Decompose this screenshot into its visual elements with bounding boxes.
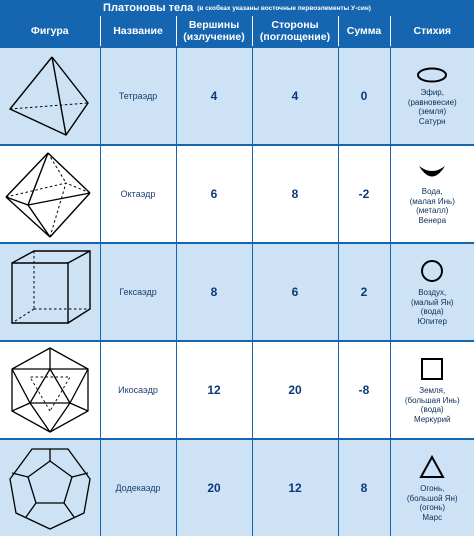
title-subtitle: (в скобках указаны восточные первоэлементы У-син) <box>197 5 371 12</box>
element-line: Воздух, <box>391 288 474 298</box>
name-cell: Тетраэдр <box>100 47 176 145</box>
element-cell <box>390 47 474 145</box>
col-header-name: Название <box>100 16 176 47</box>
element-line: Юпитер <box>391 317 474 327</box>
sum-cell: 0 <box>338 47 390 145</box>
table-row <box>0 341 474 439</box>
faces-cell: 6 <box>252 243 338 341</box>
faces-cell: 4 <box>252 47 338 145</box>
dodecahedron-icon <box>2 443 98 533</box>
ellipse-icon <box>415 66 449 84</box>
vertices-cell: 12 <box>176 341 252 439</box>
name-cell: Додекаэдр <box>100 439 176 536</box>
sum-cell: 8 <box>338 439 390 536</box>
figure-cell <box>0 47 100 145</box>
table-row <box>0 439 474 536</box>
sum-cell: -2 <box>338 145 390 243</box>
circle-icon <box>419 258 445 284</box>
table-row <box>0 47 474 145</box>
element-line: Огонь, <box>391 484 474 494</box>
element-line: Эфир, <box>391 88 474 98</box>
element-cell <box>390 439 474 536</box>
table-title <box>0 0 474 16</box>
name-cell: Гексаэдр <box>100 243 176 341</box>
crescent-icon <box>415 163 449 183</box>
element-line: Меркурий <box>391 415 474 425</box>
faces-cell: 12 <box>252 439 338 536</box>
element-line: (вода) <box>391 405 474 415</box>
table-row <box>0 145 474 243</box>
col-header-sum: Сумма <box>338 16 390 47</box>
element-line: Вода, <box>391 187 474 197</box>
col-header-figure: Фигура <box>0 16 100 47</box>
element-line: (огонь) <box>391 503 474 513</box>
table-row <box>0 243 474 341</box>
element-line: (равновесие) <box>391 98 474 108</box>
hexahedron-icon <box>2 247 98 337</box>
icosahedron-icon <box>2 345 98 435</box>
vertices-cell: 8 <box>176 243 252 341</box>
element-line: Сатурн <box>391 117 474 127</box>
figure-cell <box>0 145 100 243</box>
element-line: Венера <box>391 216 474 226</box>
element-line: (большая Инь) <box>391 396 474 406</box>
figure-cell <box>0 439 100 536</box>
header-row <box>0 16 474 47</box>
name-cell: Октаэдр <box>100 145 176 243</box>
figure-cell <box>0 341 100 439</box>
name-cell: Икосаэдр <box>100 341 176 439</box>
faces-cell: 20 <box>252 341 338 439</box>
element-cell <box>390 341 474 439</box>
faces-cell: 8 <box>252 145 338 243</box>
tetrahedron-icon <box>2 51 98 141</box>
element-line: (земля) <box>391 107 474 117</box>
col-header-element: Стихия <box>390 16 474 47</box>
element-line: (малая Инь) <box>391 197 474 207</box>
vertices-cell: 6 <box>176 145 252 243</box>
col-header-faces: Стороны (поглощение) <box>252 16 338 47</box>
vertices-cell: 4 <box>176 47 252 145</box>
triangle-icon <box>418 454 446 480</box>
element-line: Земля, <box>391 386 474 396</box>
element-line: (вода) <box>391 307 474 317</box>
col-header-vertices: Вершины (излучение) <box>176 16 252 47</box>
figure-cell <box>0 243 100 341</box>
title-main: Платоновы тела <box>103 2 193 14</box>
element-line: (большой Ян) <box>391 494 474 504</box>
platonic-solids-table <box>0 16 474 536</box>
sum-cell: 2 <box>338 243 390 341</box>
square-icon <box>419 356 445 382</box>
element-cell <box>390 145 474 243</box>
vertices-cell: 20 <box>176 439 252 536</box>
sum-cell: -8 <box>338 341 390 439</box>
octahedron-icon <box>2 149 98 239</box>
element-line: Марс <box>391 513 474 523</box>
element-cell <box>390 243 474 341</box>
element-line: (малый Ян) <box>391 298 474 308</box>
element-line: (металл) <box>391 206 474 216</box>
